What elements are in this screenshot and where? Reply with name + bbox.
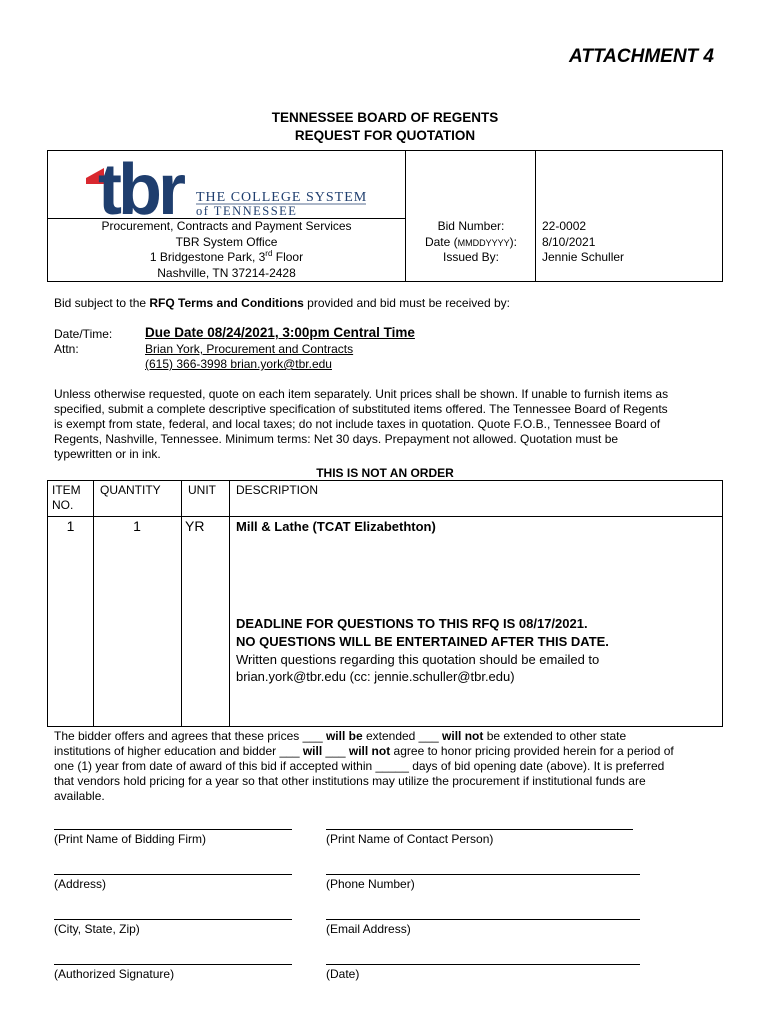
- bid-number-value: 22-0002: [542, 219, 587, 233]
- deadline-notice: DEADLINE FOR QUESTIONS TO THIS RFQ IS 08/17/2021. NO QUESTIONS WILL BE ENTERTAINED AFTER THIS DATE.: [236, 616, 609, 649]
- office-line1: Procurement, Contracts and Payment Services: [101, 219, 352, 233]
- issued-by-value: Jennie Schuller: [542, 250, 625, 264]
- row-description-title: Mill & Lathe (TCAT Elizabethton): [236, 519, 436, 534]
- document-subtitle: REQUEST FOR QUOTATION: [294, 128, 476, 143]
- office-line4: Nashville, TN 37214-2428: [157, 265, 296, 280]
- office-line3: 1 Bridgestone Park, 3rd Floor: [149, 249, 304, 264]
- email-line[interactable]: [326, 919, 640, 920]
- attn-name: Brian York, Procurement and Contracts: [145, 342, 354, 356]
- row-unit: YR: [185, 518, 205, 534]
- header-table: [47, 150, 723, 282]
- questions-note: Written questions regarding this quotation should be emailed to brian.york@tbr.edu (cc: jennie.schuller@tbr.edu): [236, 652, 600, 684]
- date-label: (Date): [326, 967, 360, 981]
- header-item: ITEM NO.: [52, 483, 81, 512]
- office-line2: TBR System Office: [175, 234, 278, 249]
- not-an-order-notice: THIS IS NOT AN ORDER: [316, 466, 454, 480]
- signature-line[interactable]: [54, 964, 292, 965]
- tbr-logo-graphic: [84, 154, 384, 218]
- attn-label: Attn:: [54, 342, 79, 356]
- due-date: Due Date 08/24/2021, 3:00pm Central Time: [145, 325, 415, 340]
- city-label: (City, State, Zip): [54, 922, 140, 936]
- email-label: (Email Address): [326, 922, 411, 936]
- header-description: DESCRIPTION: [236, 483, 319, 497]
- firm-label: (Print Name of Bidding Firm): [54, 832, 207, 846]
- row-quantity: 1: [133, 518, 141, 534]
- bid-date-value: 8/10/2021: [542, 234, 596, 249]
- bid-date-label: Date (MMDDYYYY):: [424, 234, 518, 249]
- bid-subject-line: Bid subject to the RFQ Terms and Conditions provided and bid must be received by:: [54, 296, 510, 310]
- address-line[interactable]: [54, 874, 292, 875]
- issued-by-label: Issued By:: [442, 250, 500, 264]
- instructions-paragraph: Unless otherwise requested, quote on each item separately. Unit prices shall be shown. If unable to furnish items as specified, submit a complete descriptive specification of substituted items offered. The Tennessee Board of Regents is exempt from state, federal, and local taxes; do not include taxes in quotation. Quote F.O.B., Tennessee Board of Regents, Nashville, Tennessee. Minimum terms: Net 30 days. Prepayment not allowed. Quotation must be typewritten or in ink.: [54, 387, 669, 461]
- attn-contact: (615) 366-3998 brian.york@tbr.edu: [145, 357, 332, 371]
- phone-label: (Phone Number): [326, 877, 415, 891]
- header-quantity: QUANTITY: [100, 483, 161, 497]
- contact-label: (Print Name of Contact Person): [326, 832, 494, 846]
- bid-number-label: Bid Number:: [437, 219, 505, 233]
- logo-line2: of TENNESSEE: [196, 204, 298, 218]
- address-label: (Address): [54, 877, 107, 891]
- row-item-no: 1: [66, 518, 75, 534]
- firm-line[interactable]: [54, 829, 292, 830]
- tbr-logo: [84, 154, 384, 218]
- city-line[interactable]: [54, 919, 292, 920]
- logo-letters: tbr: [98, 154, 182, 218]
- items-table: [47, 480, 723, 727]
- contact-line[interactable]: [326, 829, 633, 830]
- attachment-label: ATTACHMENT 4: [569, 46, 714, 67]
- logo-line1: THE COLLEGE SYSTEM: [196, 190, 368, 205]
- document-title: TENNESSEE BOARD OF REGENTS: [271, 110, 499, 125]
- date-line[interactable]: [326, 964, 640, 965]
- header-unit: UNIT: [188, 483, 216, 497]
- phone-line[interactable]: [326, 874, 640, 875]
- offer-paragraph: The bidder offers and agrees that these prices ___ will be extended ___ will not be extended to other state institutions of higher education and bidder ___ will ___ will not agree to honor pricing provided herein for a period of one (1) year from date of award of this bid if accepted within _____ days of bid opening date (above). It is preferred that vendors hold pricing for a year so that other institutions may utilize the procurement if institutional funds are available.: [54, 729, 674, 803]
- signature-label: (Authorized Signature): [54, 967, 175, 981]
- datetime-label: Date/Time:: [54, 327, 113, 341]
